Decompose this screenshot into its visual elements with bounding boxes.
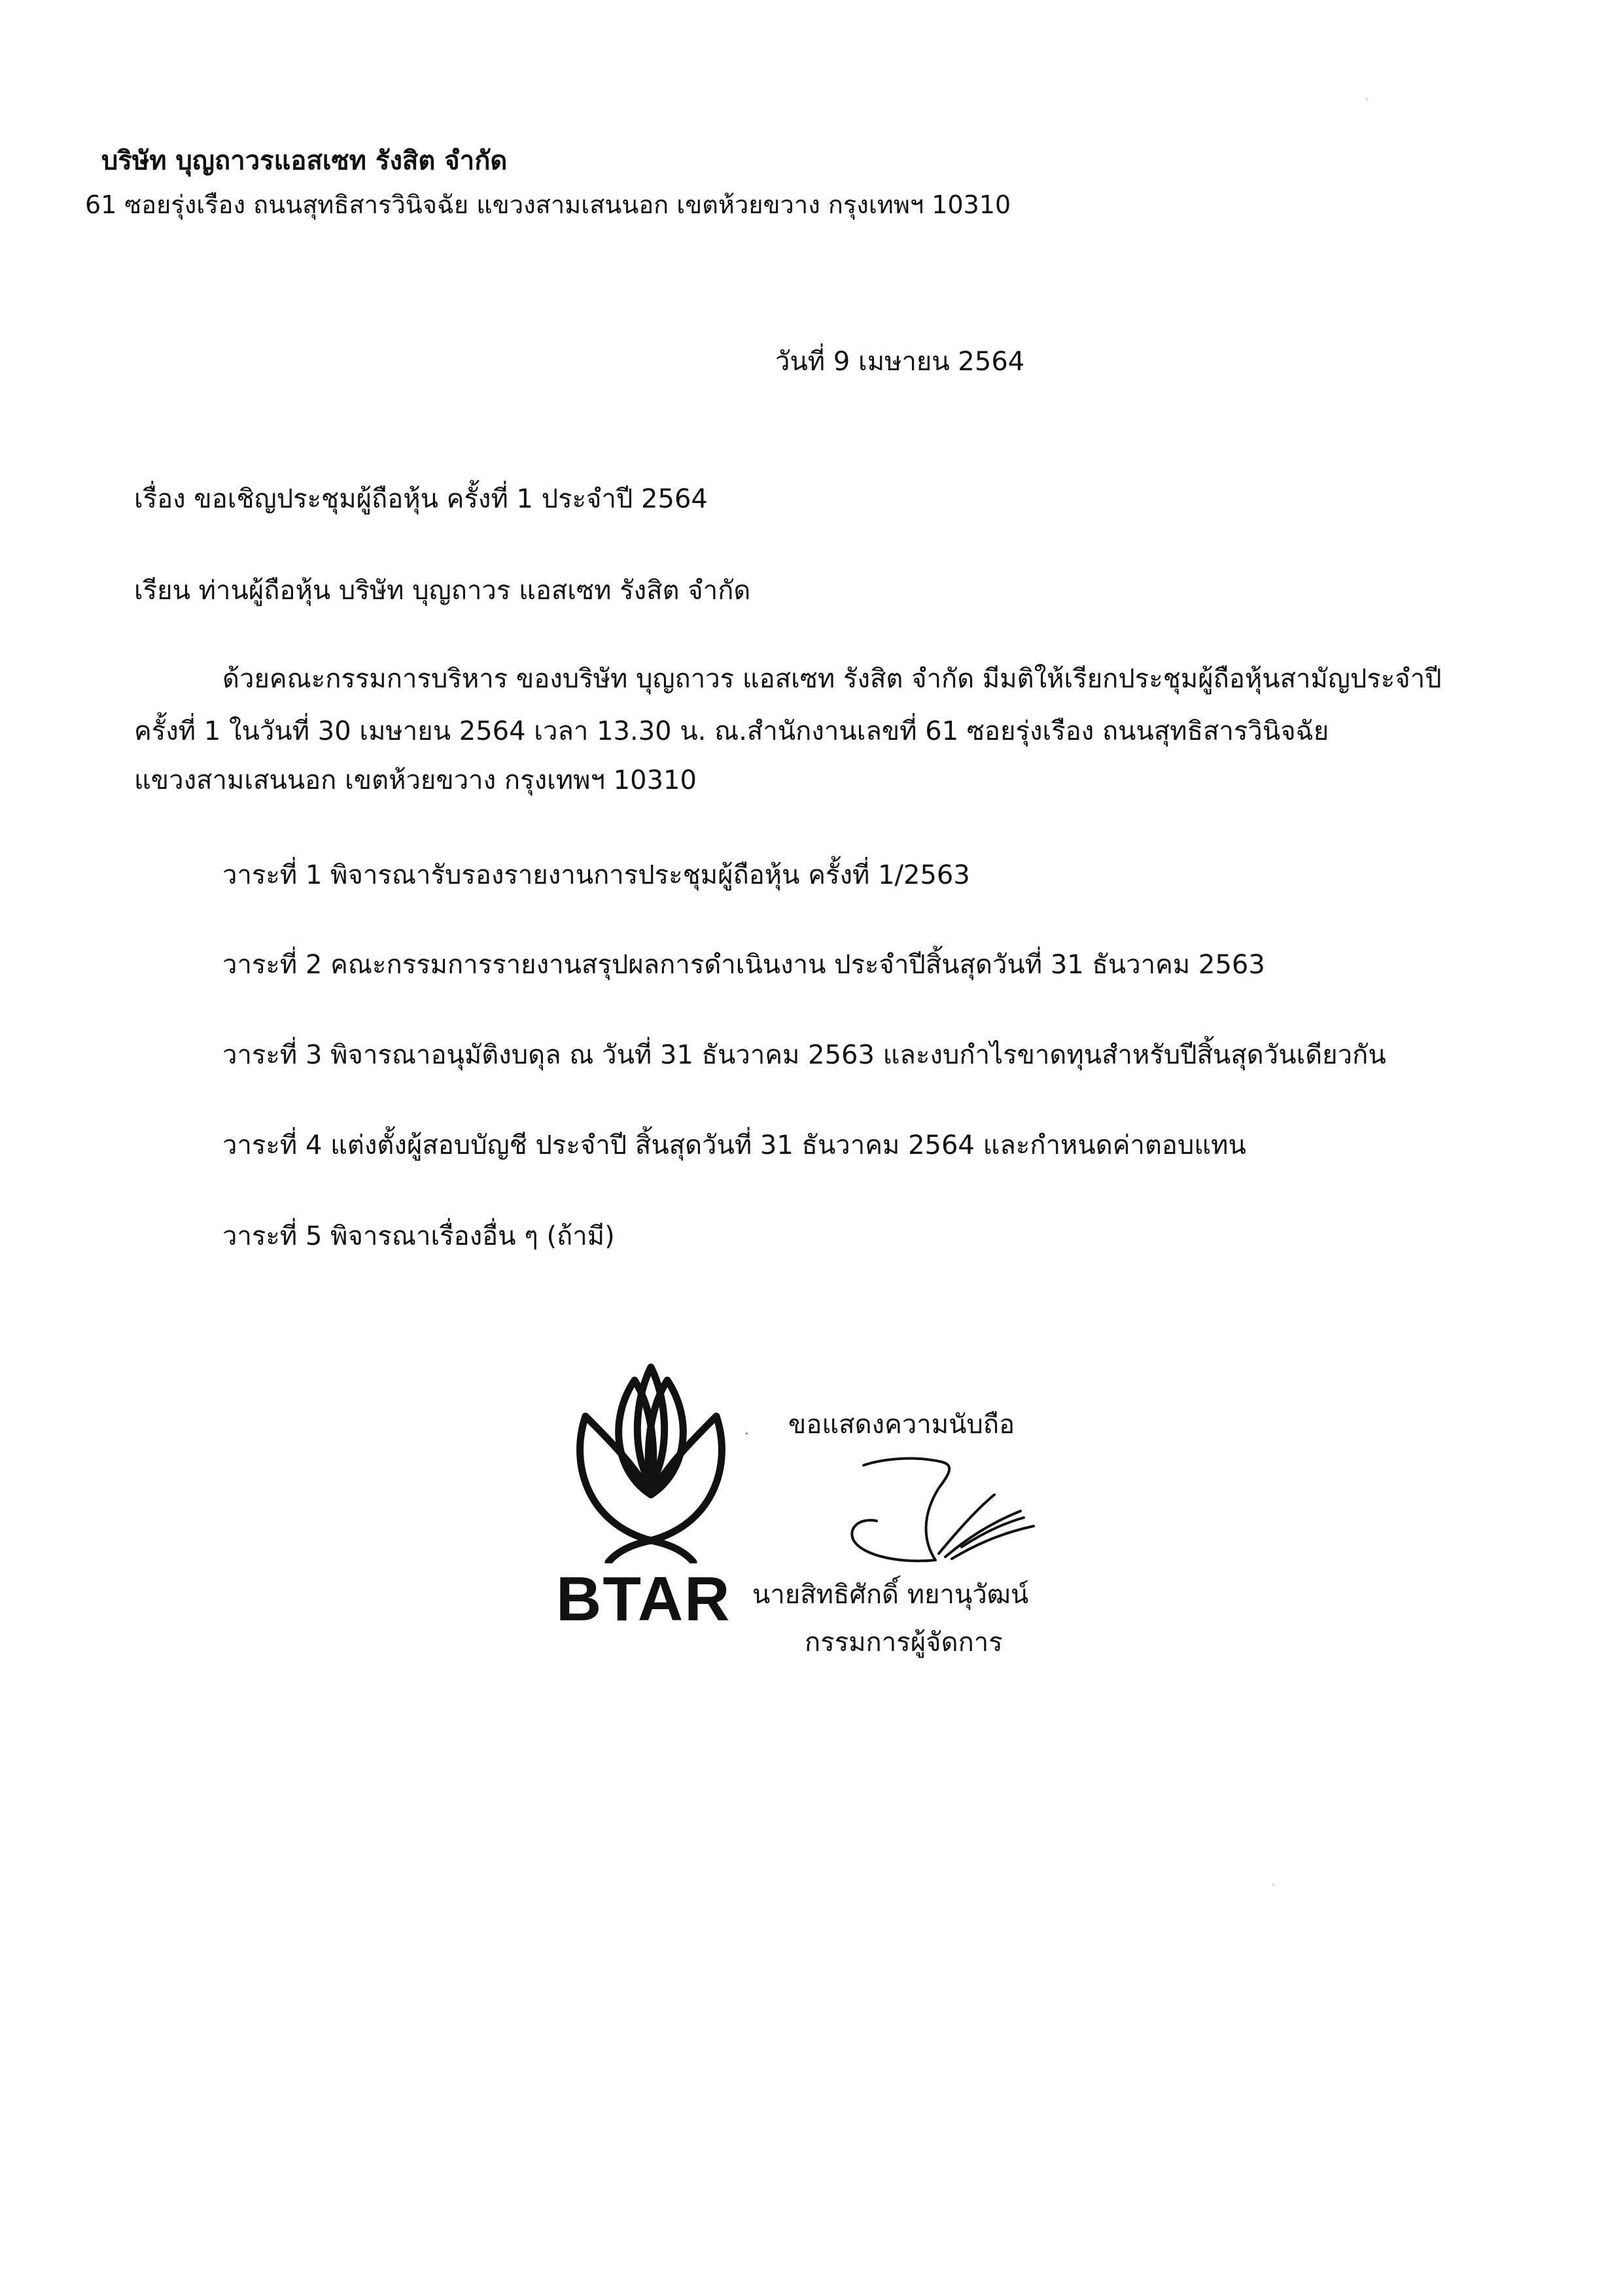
handwritten-signature — [824, 1449, 1047, 1573]
body-paragraph-line: ครั้งที่ 1 ในวันที่ 30 เมษายน 2564 เวลา 13.30 น. ณ.สำนักงานเลขที่ 61 ซอยรุ่งเรือง ถนนสุทธิสารวินิจฉัย — [134, 716, 1329, 746]
company-logo-text: BTAR — [556, 1564, 731, 1634]
lotus-logo-icon — [563, 1354, 739, 1563]
salutation-line: เรียน ท่านผู้ถือหุ้น บริษัท บุญถาวร แอสเซท รังสิต จำกัด — [134, 576, 751, 606]
closing-text: ขอแสดงความนับถือ — [788, 1410, 1015, 1440]
scan-speck — [1272, 1884, 1274, 1886]
signer-name: นายสิทธิศักดิ์ ทยานุวัฒน์ — [752, 1580, 1029, 1610]
agenda-item-1: วาระที่ 1 พิจารณารับรองรายงานการประชุมผู้ถือหุ้น ครั้งที่ 1/2563 — [222, 860, 970, 890]
scan-speck — [1366, 98, 1368, 100]
agenda-item-2: วาระที่ 2 คณะกรรมการรายงานสรุปผลการดำเนินงาน ประจำปีสิ้นสุดวันที่ 31 ธันวาคม 2563 — [222, 950, 1265, 980]
signer-title: กรรมการผู้จัดการ — [805, 1627, 1003, 1658]
company-address: 61 ซอยรุ่งเรือง ถนนสุทธิสารวินิจฉัย แขวงสามเสนนอก เขตห้วยขวาง กรุงเทพฯ 10310 — [85, 190, 1011, 219]
subject-line: เรื่อง ขอเชิญประชุมผู้ถือหุ้น ครั้งที่ 1 ประจำปี 2564 — [134, 484, 708, 514]
agenda-item-5: วาระที่ 5 พิจารณาเรื่องอื่น ๆ (ถ้ามี) — [222, 1221, 615, 1251]
scan-speck — [746, 1433, 748, 1435]
agenda-item-3: วาระที่ 3 พิจารณาอนุมัติงบดุล ณ วันที่ 31 ธันวาคม 2563 และงบกำไรขาดทุนสำหรับปีสิ้นสุดวันเดียวกัน — [222, 1040, 1386, 1070]
letter-date: วันที่ 9 เมษายน 2564 — [775, 347, 1025, 377]
company-name: บริษัท บุญถาวรแอสเซท รังสิต จำกัด — [101, 146, 508, 176]
body-paragraph-line: แขวงสามเสนนอก เขตห้วยขวาง กรุงเทพฯ 10310 — [134, 765, 697, 795]
body-paragraph-line: ด้วยคณะกรรมการบริหาร ของบริษัท บุญถาวร แอสเซท รังสิต จำกัด มีมติให้เรียกประชุมผู้ถือหุ้นสามัญประจำปี — [222, 664, 1442, 694]
agenda-item-4: วาระที่ 4 แต่งตั้งผู้สอบบัญชี ประจำปี สิ้นสุดวันที่ 31 ธันวาคม 2564 และกำหนดค่าตอบแทน — [222, 1130, 1246, 1160]
